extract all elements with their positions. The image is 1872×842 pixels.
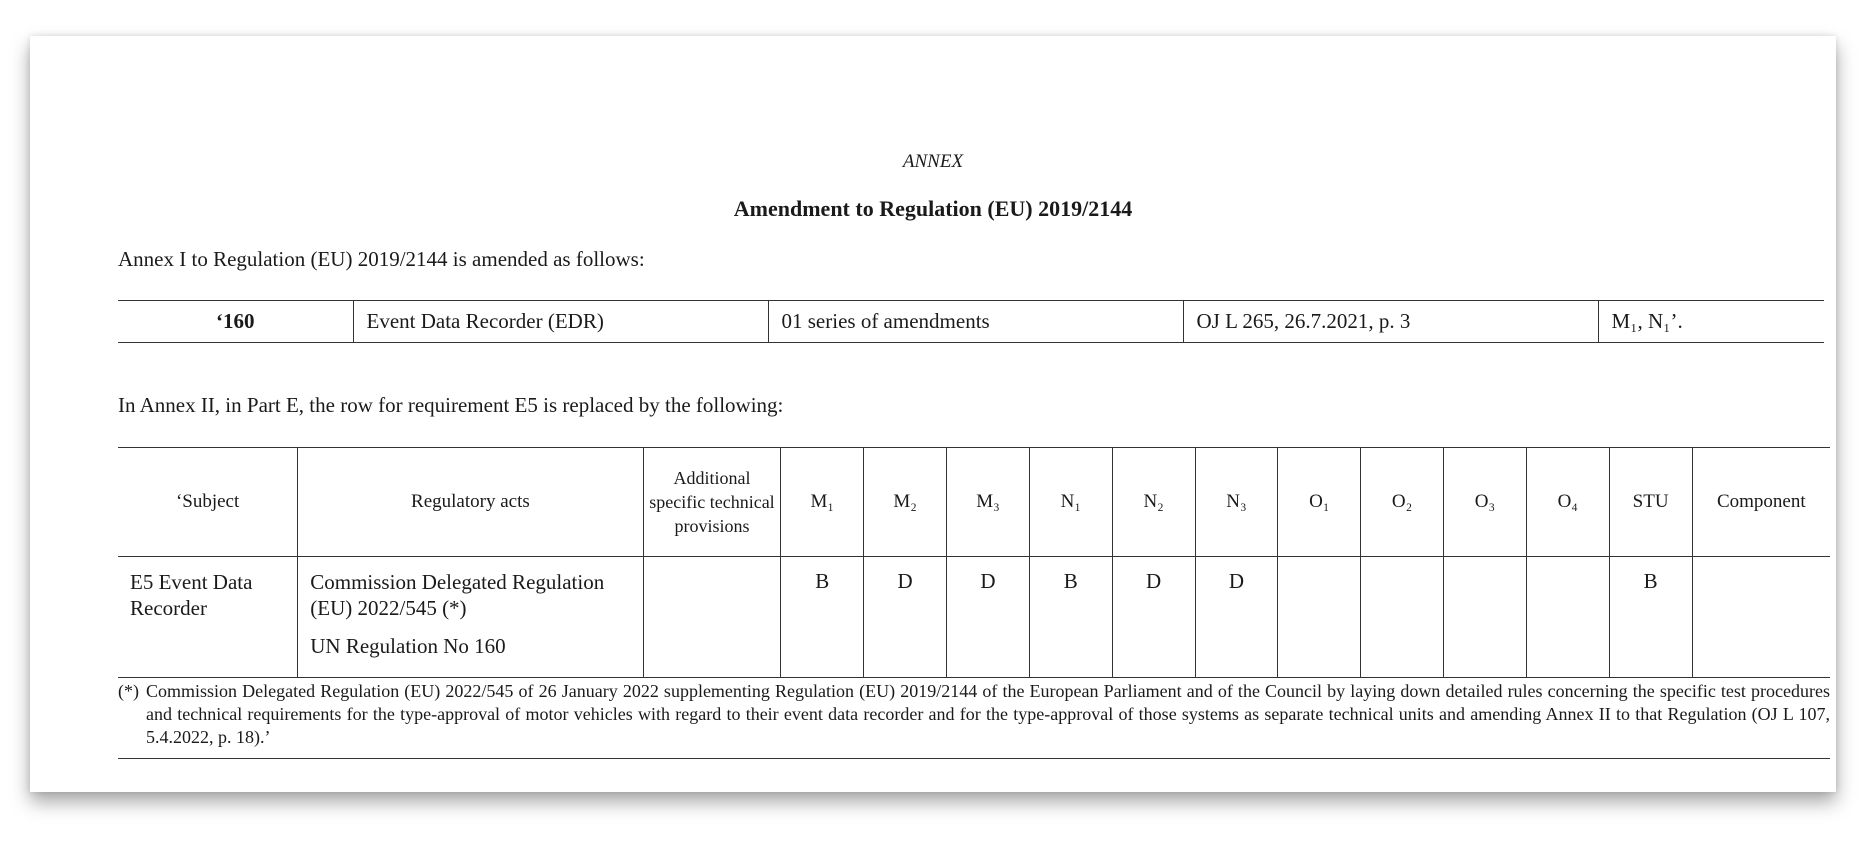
header-n2: N₂ (1112, 448, 1195, 557)
o3-cell (1444, 557, 1527, 678)
annex-ii-table (118, 447, 1830, 678)
header-additional-provisions: Additional specific technical provisions (643, 448, 781, 557)
header-m3: M₃ (947, 448, 1030, 557)
intro-paragraph-annex-i: Annex I to Regulation (EU) 2019/2144 is amended as follows: (118, 247, 645, 271)
header-m1: M₁ (781, 448, 864, 557)
regulatory-acts-cell (298, 557, 643, 678)
header-subject: ‘Subject (118, 448, 298, 557)
series-cell: 01 series of amendments (768, 301, 1183, 343)
header-o3: O₃ (1444, 448, 1527, 557)
regulatory-act-1: Commission Delegated Regulation (EU) 2022/545 (*) (310, 570, 605, 620)
additional-provisions-cell (643, 557, 781, 678)
regulatory-act-2: UN Regulation No 160 (310, 634, 506, 658)
footnote-mark: (*) (118, 681, 139, 701)
n3-cell: D (1195, 557, 1278, 678)
document-page (30, 36, 1836, 792)
oj-reference-cell: OJ L 265, 26.7.2021, p. 3 (1183, 301, 1598, 343)
categories-cell: M₁, N₁’. (1598, 301, 1824, 343)
header-o2: O₂ (1361, 448, 1444, 557)
regulation-number-cell: ‘160 (118, 301, 353, 343)
header-row (118, 448, 1830, 557)
m2-cell: D (864, 557, 947, 678)
header-component: Component (1692, 448, 1830, 557)
header-o4: O₄ (1526, 448, 1609, 557)
m3-cell: D (947, 557, 1030, 678)
header-stu: STU (1609, 448, 1692, 557)
m1-cell: B (781, 557, 864, 678)
o1-cell (1278, 557, 1361, 678)
document-title: Amendment to Regulation (EU) 2019/2144 (733, 196, 1133, 221)
annex-i-table (118, 300, 1824, 343)
header-m2: M₂ (864, 448, 947, 557)
header-o1: O₁ (1278, 448, 1361, 557)
header-n1: N₁ (1029, 448, 1112, 557)
table-row (118, 557, 1830, 678)
footnote (118, 680, 1830, 759)
n1-cell: B (1029, 557, 1112, 678)
o4-cell (1526, 557, 1609, 678)
n2-cell: D (1112, 557, 1195, 678)
subject-cell: Event Data Recorder (EDR) (353, 301, 768, 343)
subject-cell: E5 Event Data Recorder (118, 557, 298, 678)
table-row (118, 301, 1824, 343)
component-cell (1692, 557, 1830, 678)
intro-paragraph-annex-ii: In Annex II, in Part E, the row for requirement E5 is replaced by the following: (118, 393, 784, 417)
header-n3: N₃ (1195, 448, 1278, 557)
annex-label: ANNEX (902, 151, 964, 172)
stu-cell: B (1609, 557, 1692, 678)
header-regulatory-acts: Regulatory acts (298, 448, 643, 557)
footnote-text: Commission Delegated Regulation (EU) 2022/545 of 26 January 2022 supplementing Regulation (EU) 2019/2144 of the European Parliament and of the Council by laying down detailed rules concerning the specific test procedures and technical requirements for the type-approval of motor vehicles with regard to their event data recorder and for the type-approval of those systems as separate technical units and amending Annex II to that Regulation (OJ L 107, 5.4.2022, p. 18).’ (146, 681, 1830, 747)
o2-cell (1361, 557, 1444, 678)
